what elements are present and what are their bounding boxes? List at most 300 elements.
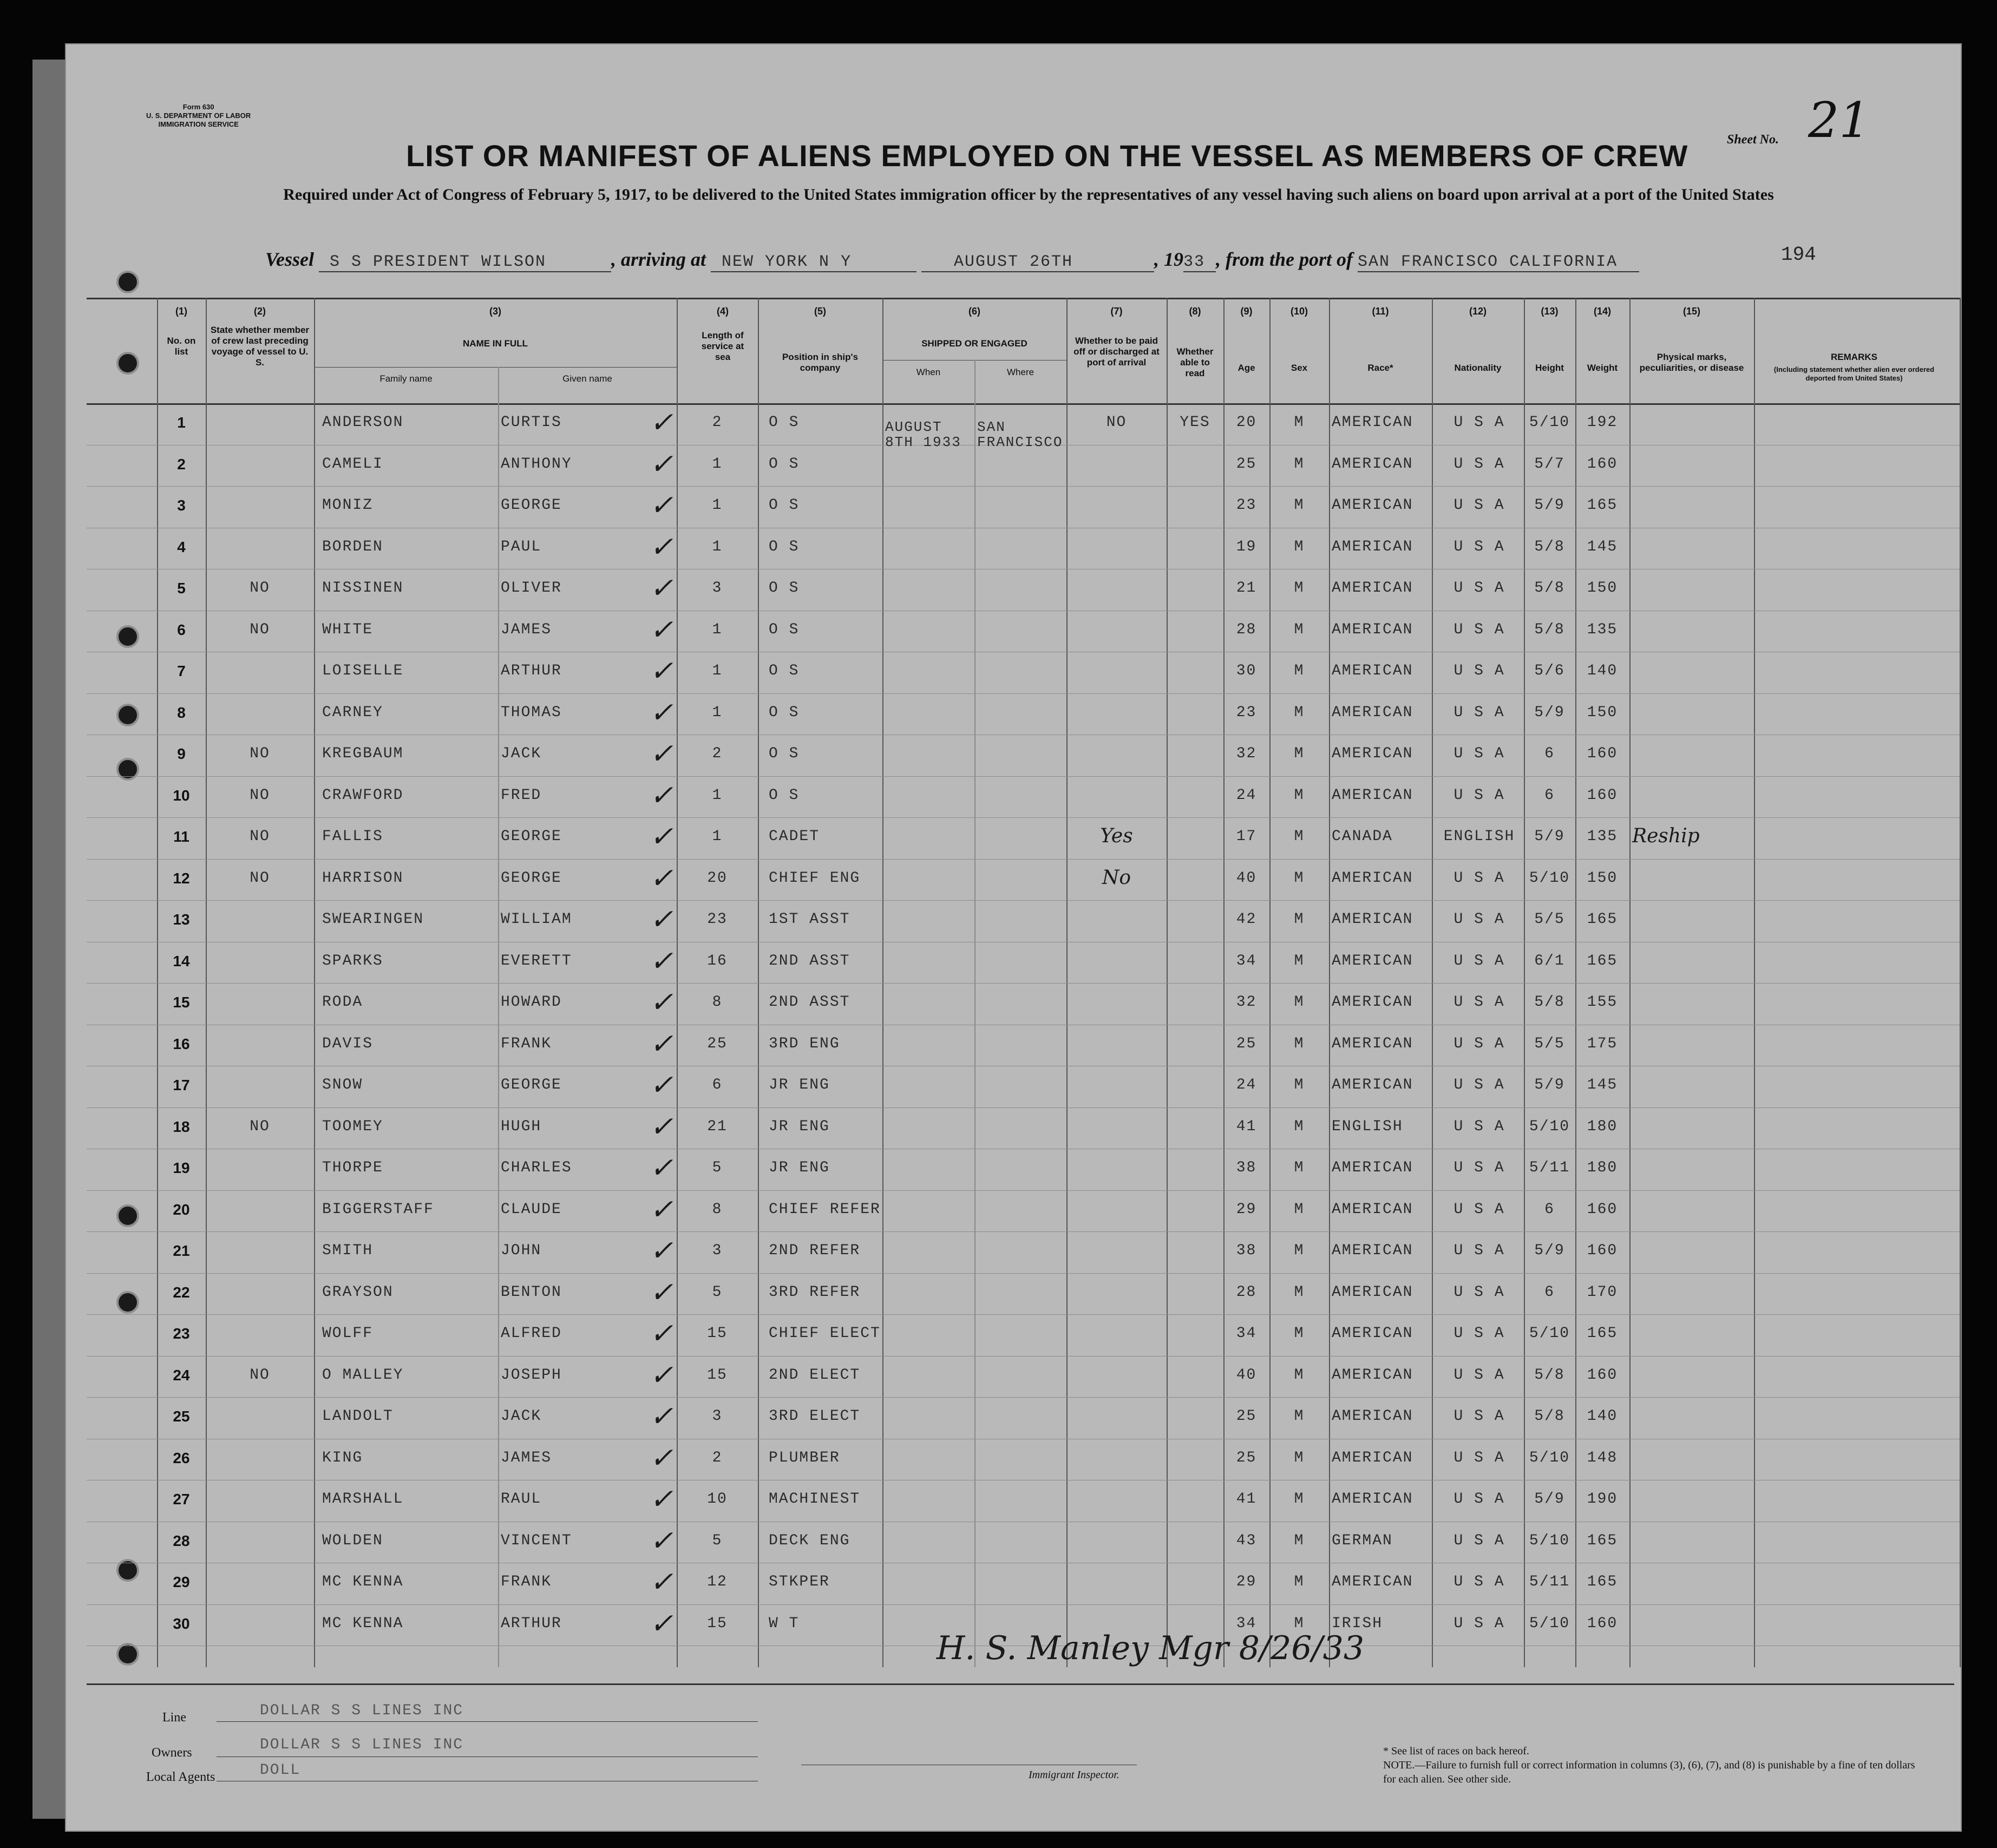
- cell-given: RAUL: [501, 1491, 542, 1508]
- document-subtitle: Required under Act of Congress of February 5, 1917, to be delivered to the United States immigration officer by the representatives of any vessel having such aliens on board upon arrival at a port of the United States: [283, 186, 1774, 204]
- cell-position: O S: [769, 621, 800, 638]
- row-number: 12: [173, 869, 190, 887]
- cell-age: 32: [1236, 994, 1257, 1011]
- binder-hole: [116, 625, 139, 648]
- year-prefix: , 19: [1154, 248, 1184, 270]
- cell-sex: M: [1294, 911, 1305, 928]
- cell-service: 1: [712, 497, 723, 514]
- cell-height: 6/1: [1534, 952, 1565, 969]
- cell-sex: M: [1294, 745, 1305, 762]
- check-mark-icon: ✓: [650, 1566, 673, 1598]
- cell-given: CLAUDE: [501, 1201, 562, 1218]
- cell-weight: 160: [1587, 787, 1618, 804]
- cell-race: AMERICAN: [1332, 538, 1413, 555]
- cell-race: AMERICAN: [1332, 1325, 1413, 1342]
- cell-race: GERMAN: [1332, 1532, 1393, 1549]
- cell-nationality: U S A: [1453, 952, 1505, 969]
- cell-service: 1: [712, 621, 723, 638]
- line-label: Line: [162, 1711, 186, 1725]
- shipped-where-header: Where: [1006, 367, 1034, 377]
- cell-prev: NO: [250, 869, 270, 887]
- cell-service: 3: [712, 580, 723, 597]
- cell-sex: M: [1294, 621, 1305, 638]
- cell-age: 41: [1236, 1491, 1257, 1508]
- col2-header: State whether member of crew last preceding voyage of vessel to U. S.: [210, 325, 310, 368]
- cell-service: 25: [707, 1035, 728, 1052]
- cell-height: 5/9: [1534, 1242, 1565, 1259]
- col13-number: (13): [1541, 306, 1559, 317]
- cell-given: EVERETT: [501, 952, 572, 969]
- col9-header: Age: [1238, 363, 1255, 373]
- cell-family: SMITH: [322, 1242, 374, 1259]
- cell-given: JOHN: [501, 1242, 542, 1259]
- cell-height: 6: [1544, 1201, 1555, 1218]
- row-divider: [87, 1604, 1960, 1605]
- row-divider: [87, 900, 1960, 901]
- cell-nationality: U S A: [1453, 1159, 1505, 1176]
- cell-weight: 165: [1587, 952, 1618, 969]
- cell-position: JR ENG: [769, 1118, 830, 1135]
- cell-race: AMERICAN: [1332, 994, 1413, 1011]
- cell-age: 17: [1236, 828, 1257, 845]
- line-value: DOLLAR S S LINES INC: [260, 1702, 464, 1719]
- cell-weight: 135: [1587, 621, 1618, 638]
- cell-nationality: U S A: [1453, 1532, 1505, 1549]
- agents-value: DOLL: [260, 1762, 301, 1779]
- cell-family: CARNEY: [322, 704, 383, 721]
- cell-race: AMERICAN: [1332, 580, 1413, 597]
- cell-paid: Yes: [1100, 825, 1133, 847]
- check-mark-icon: ✓: [650, 1235, 673, 1267]
- col7-header: Whether to be paid off or discharged at port of arrival: [1073, 336, 1160, 368]
- check-mark-icon: ✓: [650, 530, 673, 563]
- cell-service: 2: [712, 414, 723, 431]
- form-service: IMMIGRATION SERVICE: [158, 120, 239, 128]
- cell-position: CADET: [769, 828, 820, 845]
- cell-race: AMERICAN: [1332, 911, 1413, 928]
- cell-family: CAMELI: [322, 455, 383, 473]
- row-divider: [87, 486, 1960, 487]
- cell-age: 34: [1236, 952, 1257, 969]
- check-mark-icon: ✓: [650, 1152, 673, 1184]
- cell-age: 29: [1236, 1574, 1257, 1590]
- cell-service: 20: [707, 869, 728, 887]
- check-mark-icon: ✓: [650, 489, 673, 522]
- cell-given: PAUL: [501, 538, 542, 555]
- check-mark-icon: ✓: [650, 779, 673, 812]
- cell-nationality: U S A: [1453, 497, 1505, 514]
- binder-hole: [116, 758, 139, 781]
- cell-race: AMERICAN: [1332, 1077, 1413, 1093]
- vessel-label: Vessel: [265, 248, 314, 270]
- cell-height: 5/9: [1534, 704, 1565, 721]
- cell-family: SPARKS: [322, 952, 383, 969]
- cell-nationality: U S A: [1453, 1242, 1505, 1259]
- cell-family: LANDOLT: [322, 1408, 394, 1425]
- cell-weight: 160: [1587, 1366, 1618, 1384]
- cell-given: JOSEPH: [501, 1366, 562, 1384]
- cell-sex: M: [1294, 1283, 1305, 1301]
- cell-service: 16: [707, 952, 728, 969]
- col7-number: (7): [1110, 306, 1123, 317]
- cell-sex: M: [1294, 1574, 1305, 1590]
- check-mark-icon: ✓: [650, 1318, 673, 1350]
- check-mark-icon: ✓: [650, 1607, 673, 1640]
- row-number: 21: [173, 1242, 190, 1259]
- cell-weight: 192: [1587, 414, 1618, 431]
- cell-weight: 145: [1587, 1077, 1618, 1093]
- cell-service: 8: [712, 994, 723, 1011]
- cell-nationality: U S A: [1453, 1366, 1505, 1384]
- cell-race: AMERICAN: [1332, 787, 1413, 804]
- cell-nationality: U S A: [1453, 869, 1505, 887]
- from-label: , from the port of: [1216, 248, 1353, 270]
- cell-service: 6: [712, 1077, 723, 1093]
- cell-position: JR ENG: [769, 1159, 830, 1176]
- cell-given: ANTHONY: [501, 455, 572, 473]
- cell-given: GEORGE: [501, 497, 562, 514]
- cell-weight: 150: [1587, 580, 1618, 597]
- cell-sex: M: [1294, 1366, 1305, 1384]
- cell-sex: M: [1294, 1408, 1305, 1425]
- cell-race: AMERICAN: [1332, 1035, 1413, 1052]
- cell-service: 5: [712, 1283, 723, 1301]
- row-divider: [87, 1273, 1960, 1274]
- cell-family: KREGBAUM: [322, 745, 404, 762]
- cell-age: 40: [1236, 869, 1257, 887]
- cell-height: 6: [1544, 1283, 1555, 1301]
- cell-nationality: U S A: [1453, 580, 1505, 597]
- cell-race: AMERICAN: [1332, 1201, 1413, 1218]
- cell-height: 5/11: [1529, 1159, 1570, 1176]
- row-number: 22: [173, 1283, 190, 1301]
- cell-sex: M: [1294, 497, 1305, 514]
- cell-race: AMERICAN: [1332, 869, 1413, 887]
- cell-race: IRISH: [1332, 1615, 1383, 1632]
- row-number: 15: [173, 994, 190, 1011]
- given-name-header: Given name: [562, 373, 612, 384]
- cell-nationality: U S A: [1453, 414, 1505, 431]
- cell-weight: 150: [1587, 704, 1618, 721]
- cell-weight: 165: [1587, 1532, 1618, 1549]
- column-divider: [1432, 298, 1433, 1667]
- cell-nationality: U S A: [1453, 787, 1505, 804]
- row-number: 20: [173, 1201, 190, 1218]
- cell-sex: M: [1294, 787, 1305, 804]
- row-divider: [87, 693, 1960, 694]
- row-number: 24: [173, 1366, 190, 1384]
- col11-number: (11): [1372, 306, 1389, 317]
- col15-header: Physical marks, peculiarities, or disease: [1639, 352, 1744, 373]
- owners-label: Owners: [152, 1746, 192, 1760]
- cell-height: 5/8: [1534, 538, 1565, 555]
- cell-given: HOWARD: [501, 994, 562, 1011]
- row-number: 18: [173, 1118, 190, 1135]
- cell-age: 25: [1236, 455, 1257, 473]
- cell-age: 25: [1236, 1408, 1257, 1425]
- row-divider: [87, 859, 1960, 860]
- col15-number: (15): [1682, 306, 1700, 317]
- cell-position: O S: [769, 538, 800, 555]
- cell-sex: M: [1294, 1449, 1305, 1466]
- cell-family: BORDEN: [322, 538, 383, 555]
- cell-age: 40: [1236, 1366, 1257, 1384]
- cell-height: 5/10: [1529, 1532, 1570, 1549]
- cell-height: 5/7: [1534, 455, 1565, 473]
- inspector-label: Immigrant Inspector.: [1029, 1769, 1119, 1781]
- cell-paid: NO: [1106, 414, 1127, 431]
- cell-height: 5/10: [1529, 1325, 1570, 1342]
- cell-position: O S: [769, 745, 800, 762]
- check-mark-icon: ✓: [650, 1441, 673, 1475]
- col1-number: (1): [175, 306, 187, 317]
- col10-header: Sex: [1291, 363, 1308, 373]
- cell-given: FRANK: [501, 1574, 552, 1590]
- cell-weight: 170: [1587, 1283, 1618, 1301]
- cell-prev: NO: [250, 787, 270, 804]
- cell-service: 15: [707, 1615, 728, 1632]
- check-mark-icon: ✓: [650, 1276, 673, 1309]
- row-number: 10: [173, 787, 190, 804]
- cell-nationality: U S A: [1453, 704, 1505, 721]
- binder-hole: [116, 271, 139, 293]
- cell-height: 5/10: [1529, 869, 1570, 887]
- cell-given: FRED: [501, 787, 542, 804]
- cell-race: AMERICAN: [1332, 621, 1413, 638]
- cell-given: JAMES: [501, 1449, 552, 1466]
- cell-service: 2: [712, 745, 723, 762]
- cell-family: DAVIS: [322, 1035, 374, 1052]
- cell-sex: M: [1294, 1532, 1305, 1549]
- cell-height: 5/9: [1534, 828, 1565, 845]
- column-divider: [314, 298, 315, 1667]
- cell-service: 1: [712, 704, 723, 721]
- cell-given: GEORGE: [501, 1077, 562, 1093]
- col10-number: (10): [1290, 306, 1308, 317]
- cell-age: 38: [1236, 1159, 1257, 1176]
- cell-height: 5/6: [1534, 663, 1565, 679]
- check-mark-icon: ✓: [650, 903, 673, 936]
- cell-weight: 160: [1587, 1201, 1618, 1218]
- cell-service: 3: [712, 1242, 723, 1259]
- form-department: U. S. DEPARTMENT OF LABOR: [146, 112, 251, 120]
- cell-family: RODA: [322, 994, 363, 1011]
- cell-sex: M: [1294, 1077, 1305, 1093]
- cell-given: JACK: [501, 1408, 542, 1425]
- penalty-note: NOTE.—Failure to furnish full or correct information in columns (3), (6), (7), and (8) is punishable by a fine of ten dollars for each alien. See other side.: [1383, 1759, 1915, 1785]
- row-number: 3: [177, 497, 186, 514]
- cell-position: 2ND ELECT: [769, 1366, 861, 1384]
- cell-family: GRAYSON: [322, 1283, 394, 1301]
- cell-height: 6: [1544, 787, 1555, 804]
- cell-family: WOLDEN: [322, 1532, 383, 1549]
- cell-height: 5/5: [1534, 911, 1565, 928]
- col14-number: (14): [1593, 306, 1611, 317]
- binder-hole: [116, 1204, 139, 1227]
- cell-family: NISSINEN: [322, 580, 404, 597]
- cell-race: AMERICAN: [1332, 1491, 1413, 1508]
- cell-height: 5/11: [1529, 1574, 1570, 1590]
- cell-given: CHARLES: [501, 1159, 572, 1176]
- check-mark-icon: ✓: [650, 945, 673, 978]
- arrival-year: 33: [1183, 253, 1216, 272]
- sheet-number-label: Sheet No.: [1727, 133, 1779, 147]
- cell-nationality: U S A: [1453, 455, 1505, 473]
- cell-service: 1: [712, 455, 723, 473]
- cell-nationality: U S A: [1453, 911, 1505, 928]
- cell-age: 29: [1236, 1201, 1257, 1218]
- cell-family: ANDERSON: [322, 414, 404, 431]
- cell-position: JR ENG: [769, 1077, 830, 1093]
- cell-nationality: U S A: [1453, 1615, 1505, 1632]
- cell-service: 12: [707, 1574, 728, 1590]
- check-mark-icon: ✓: [650, 821, 673, 853]
- cell-height: 5/9: [1534, 1491, 1565, 1508]
- document-title: LIST OR MANIFEST OF ALIENS EMPLOYED ON THE VESSEL AS MEMBERS OF CREW: [406, 139, 1688, 173]
- column-divider: [1167, 298, 1168, 1667]
- cell-given: HUGH: [501, 1118, 542, 1135]
- line-underline: [217, 1721, 758, 1722]
- cell-position: STKPER: [769, 1574, 830, 1590]
- cell-weight: 175: [1587, 1035, 1618, 1052]
- cell-age: 34: [1236, 1615, 1257, 1632]
- cell-service: 23: [707, 911, 728, 928]
- cell-sex: M: [1294, 414, 1305, 431]
- cell-race: AMERICAN: [1332, 1574, 1413, 1590]
- remarks-subheader: (Including statement whether alien ever ordered deported from United States): [1773, 365, 1935, 382]
- col14-header: Weight: [1587, 363, 1618, 373]
- cell-height: 5/10: [1529, 1615, 1570, 1632]
- races-note: * See list of races on back hereof.: [1383, 1745, 1529, 1757]
- row-divider: [87, 817, 1960, 818]
- cell-position: 3RD ENG: [769, 1035, 840, 1052]
- sheet-number-value: 21: [1808, 92, 1870, 149]
- col13-header: Height: [1535, 363, 1564, 373]
- cell-age: 19: [1236, 538, 1257, 555]
- cell-sex: M: [1294, 994, 1305, 1011]
- cell-service: 1: [712, 538, 723, 555]
- row-number: 30: [173, 1615, 190, 1632]
- row-number: 7: [177, 663, 186, 679]
- cell-weight: 165: [1587, 911, 1618, 928]
- cell-age: 21: [1236, 580, 1257, 597]
- cell-weight: 135: [1587, 828, 1618, 845]
- cell-race: AMERICAN: [1332, 704, 1413, 721]
- col4-number: (4): [717, 306, 729, 317]
- cell-race: AMERICAN: [1332, 663, 1413, 679]
- cell-race: AMERICAN: [1332, 1408, 1413, 1425]
- cell-given: GEORGE: [501, 828, 562, 845]
- cell-position: O S: [769, 663, 800, 679]
- cell-height: 5/10: [1529, 414, 1570, 431]
- cell-race: AMERICAN: [1332, 1242, 1413, 1259]
- binder-hole: [116, 1291, 139, 1314]
- cell-read: YES: [1180, 414, 1210, 431]
- column-divider: [1754, 298, 1755, 1667]
- cell-nationality: U S A: [1453, 1201, 1505, 1218]
- cell-height: 5/5: [1534, 1035, 1565, 1052]
- row-number: 23: [173, 1325, 190, 1342]
- col3-number: (3): [489, 306, 501, 317]
- cell-service: 21: [707, 1118, 728, 1135]
- cell-sex: M: [1294, 1242, 1305, 1259]
- cell-family: MONIZ: [322, 497, 374, 514]
- cell-position: CHIEF ELECT: [769, 1325, 881, 1342]
- cell-given: VINCENT: [501, 1532, 572, 1549]
- col2-number: (2): [254, 306, 266, 317]
- row-number: 13: [173, 911, 190, 928]
- column-divider: [882, 298, 883, 1667]
- cell-weight: 180: [1587, 1118, 1618, 1135]
- binder-hole: [116, 704, 139, 726]
- cell-age: 25: [1236, 1449, 1257, 1466]
- row-number: 1: [177, 414, 186, 431]
- row-divider: [87, 776, 1960, 777]
- cell-family: BIGGERSTAFF: [322, 1201, 434, 1218]
- row-number: 25: [173, 1408, 190, 1425]
- cell-remarks: Reship: [1632, 825, 1700, 847]
- cell-height: 5/8: [1534, 621, 1565, 638]
- cell-height: 5/9: [1534, 497, 1565, 514]
- cell-sex: M: [1294, 455, 1305, 473]
- cell-weight: 150: [1587, 869, 1618, 887]
- cell-race: AMERICAN: [1332, 1449, 1413, 1466]
- cell-position: O S: [769, 787, 800, 804]
- column-divider: [1629, 298, 1631, 1667]
- cell-weight: 160: [1587, 745, 1618, 762]
- row-number: 14: [173, 952, 190, 969]
- cell-given: JAMES: [501, 621, 552, 638]
- cell-weight: 140: [1587, 663, 1618, 679]
- check-mark-icon: ✓: [650, 1193, 673, 1226]
- cell-nationality: U S A: [1453, 621, 1505, 638]
- check-mark-icon: ✓: [650, 448, 673, 481]
- arrival-date: AUGUST 26TH: [921, 253, 1154, 272]
- shipped-when-header: When: [916, 367, 941, 377]
- cell-weight: 165: [1587, 1574, 1618, 1590]
- cell-height: 6: [1544, 745, 1555, 762]
- column-divider: [677, 298, 678, 1667]
- col4-header: Length of service at sea: [701, 330, 744, 362]
- cell-position: CHIEF ENG: [769, 869, 861, 887]
- check-mark-icon: ✓: [650, 572, 673, 605]
- check-mark-icon: ✓: [650, 738, 673, 770]
- binder-hole: [116, 352, 139, 375]
- cell-service: 1: [712, 787, 723, 804]
- cell-family: SNOW: [322, 1077, 363, 1093]
- cell-position: O S: [769, 455, 800, 473]
- cell-sex: M: [1294, 1159, 1305, 1176]
- col5-number: (5): [814, 306, 826, 317]
- cell-age: 20: [1236, 414, 1257, 431]
- check-mark-icon: ✓: [650, 1110, 673, 1143]
- check-mark-icon: ✓: [650, 696, 673, 729]
- cell-race: CANADA: [1332, 828, 1393, 845]
- col6-number: (6): [968, 306, 980, 317]
- col8-header: Whether able to read: [1176, 346, 1214, 378]
- vessel-name: S S PRESIDENT WILSON: [319, 253, 611, 272]
- row-number: 28: [173, 1532, 190, 1549]
- cell-age: 38: [1236, 1242, 1257, 1259]
- shipped-when-value: AUGUST 8TH 1933: [885, 419, 961, 450]
- vessel-line: [265, 248, 1639, 272]
- cell-given: BENTON: [501, 1283, 562, 1301]
- cell-given: JACK: [501, 745, 542, 762]
- row-divider: [87, 1314, 1960, 1315]
- cell-weight: 160: [1587, 1615, 1618, 1632]
- cell-nationality: U S A: [1453, 663, 1505, 679]
- cell-nationality: U S A: [1453, 538, 1505, 555]
